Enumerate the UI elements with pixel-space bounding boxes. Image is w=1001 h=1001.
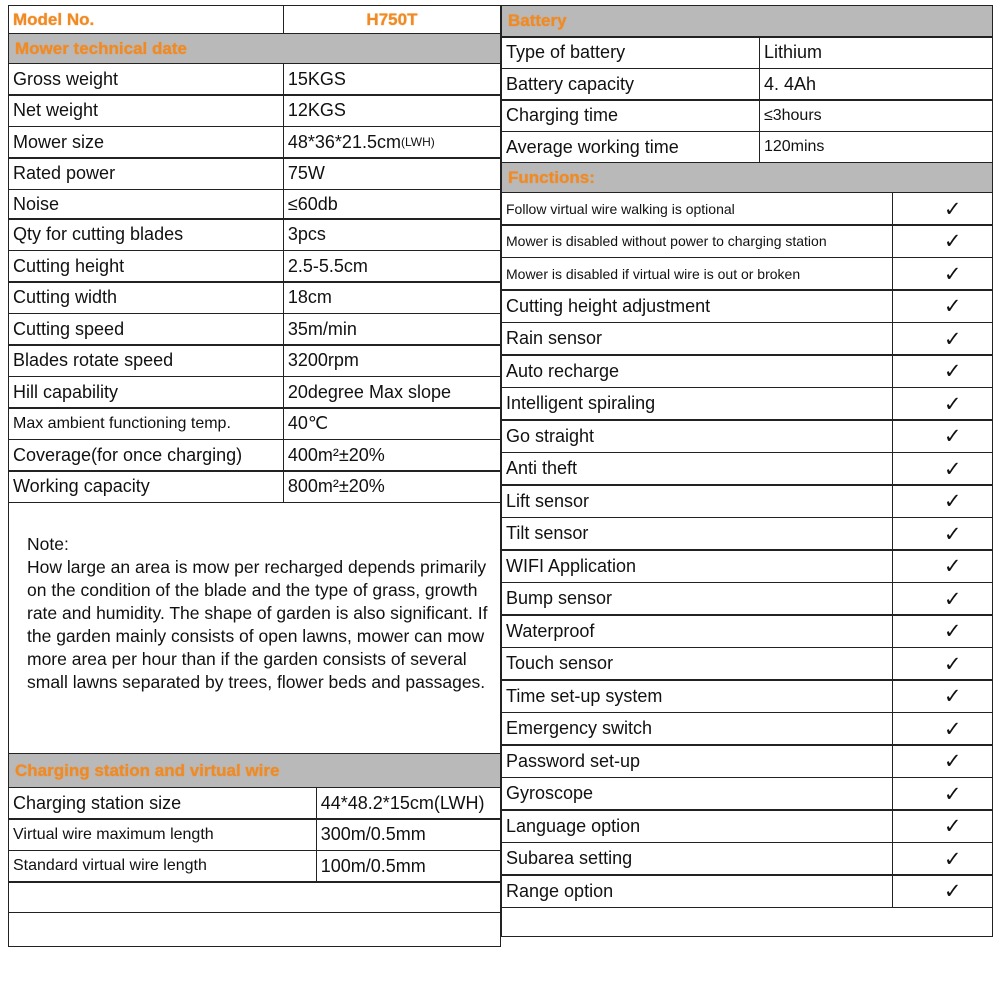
row-label: Charging station size [13, 792, 182, 813]
battery-spec-row [501, 131, 993, 164]
function-row [501, 387, 993, 421]
row-value: 12KGS [283, 95, 500, 126]
row-value: ✓ [892, 648, 992, 680]
row-label: Language option [506, 815, 641, 836]
row-label: Hill capability [13, 381, 119, 402]
mower-spec-row [8, 439, 501, 472]
model-label: Model No. [13, 9, 95, 29]
row-value: ✓ [892, 583, 992, 615]
charging-spec-table [8, 787, 501, 883]
row-label: Time set-up system [506, 685, 663, 706]
row-value: 15KGS [283, 64, 500, 95]
row-label: Noise [13, 193, 60, 214]
row-label: Battery capacity [506, 73, 635, 94]
function-row [501, 484, 993, 518]
row-value: ✓ [892, 843, 992, 875]
row-label: Range option [506, 880, 614, 901]
mower-spec-row [8, 470, 501, 503]
right-column [501, 6, 993, 937]
row-value: Lithium [759, 37, 992, 68]
function-row [501, 452, 993, 486]
mower-spec-row [8, 313, 501, 346]
function-row [501, 744, 993, 778]
row-label: Net weight [13, 100, 99, 120]
row-label: Intelligent spiraling [506, 393, 656, 413]
row-value: ✓ [892, 323, 992, 355]
row-label: Emergency switch [506, 718, 653, 738]
row-value: 800m²±20% [283, 471, 500, 502]
charging-spec-row [8, 850, 501, 883]
row-value: 75W [283, 158, 500, 189]
row-label: Gross weight [13, 68, 119, 89]
row-label: Bump sensor [506, 588, 613, 608]
row-label: Follow virtual wire walking is optional [506, 200, 735, 217]
row-label: Password set-up [506, 750, 641, 771]
row-value-text: 48*36*21.5cm [287, 131, 401, 152]
function-row [501, 224, 993, 258]
function-row [501, 777, 993, 811]
battery-spec-table [501, 36, 993, 164]
row-label: Anti theft [506, 458, 578, 478]
charging-section-header: Charging station and virtual wire [8, 753, 501, 788]
row-label: Average working time [506, 136, 679, 157]
row-value: ✓ [892, 778, 992, 810]
mower-spec-row [8, 63, 501, 96]
row-value: ✓ [892, 680, 992, 712]
row-value: ≤60db [283, 190, 500, 219]
empty-row [8, 912, 501, 947]
mower-spec-row [8, 344, 501, 377]
row-label: Type of battery [506, 42, 626, 62]
row-value: 40℃ [283, 408, 500, 439]
row-value: 20degree Max slope [283, 377, 500, 408]
row-label: Cutting height [13, 255, 125, 276]
mower-spec-row [8, 407, 501, 440]
row-value: 3200rpm [283, 345, 500, 376]
battery-spec-row [501, 68, 993, 101]
empty-row [501, 907, 993, 937]
row-label: Max ambient functioning temp. [13, 414, 231, 432]
row-value: ✓ [892, 875, 992, 907]
row-label: Waterproof [506, 620, 595, 641]
row-label: Mower size [13, 131, 105, 152]
row-label: Qty for cutting blades [13, 224, 184, 244]
mower-spec-row [8, 126, 501, 159]
function-row [501, 679, 993, 713]
function-row [501, 192, 993, 226]
left-column [8, 6, 501, 947]
row-value: 18cm [283, 282, 500, 313]
empty-row [8, 881, 501, 913]
row-value [283, 127, 500, 158]
mower-section-header: Mower technical date [8, 33, 501, 64]
note-text: How large an area is mow per recharged depends primarily on the condition of the blade and the type of grass, growth rate and humidity. The shape of garden is also significant. If the garden mainly consists of open lawns, mower can mow more area per hour than if the garden consists of several small lawns separated by trees, flower beds and passages. [27, 556, 488, 692]
row-value: ✓ [892, 453, 992, 485]
row-value: ✓ [892, 388, 992, 420]
row-label: Cutting width [13, 287, 118, 307]
row-value: ✓ [892, 713, 992, 745]
mower-spec-row [8, 189, 501, 220]
charging-spec-row [8, 818, 501, 851]
row-value: ✓ [892, 810, 992, 842]
functions-table [501, 192, 993, 909]
function-row [501, 809, 993, 843]
row-label: Tilt sensor [506, 523, 589, 543]
row-value: 4. 4Ah [759, 69, 992, 100]
note-title: Note: [27, 533, 69, 554]
row-label: Coverage(for once charging) [13, 444, 243, 465]
row-value: 400m²±20% [283, 440, 500, 471]
row-value: ≤3hours [759, 100, 992, 131]
row-label: Blades rotate speed [13, 350, 174, 370]
model-value: H750T [283, 6, 500, 34]
row-label: WIFI Application [506, 555, 637, 576]
row-label: Rain sensor [506, 328, 603, 348]
row-value: ✓ [892, 193, 992, 225]
row-value: ✓ [892, 745, 992, 777]
row-label: Charging time [506, 105, 619, 125]
function-row [501, 517, 993, 551]
function-row [501, 257, 993, 291]
functions-section-header: Functions: [501, 162, 993, 193]
function-row [501, 712, 993, 746]
mower-spec-row [8, 250, 501, 283]
battery-section-header: Battery [501, 5, 993, 38]
row-label: Lift sensor [506, 490, 590, 511]
row-value: 2.5-5.5cm [283, 251, 500, 282]
row-value: ✓ [892, 258, 992, 290]
row-value: ✓ [892, 355, 992, 387]
row-label: Standard virtual wire length [13, 857, 207, 874]
row-value-suffix: (LWH) [400, 135, 435, 149]
row-value: 44*48.2*15cm(LWH) [316, 788, 500, 819]
row-value: ✓ [892, 420, 992, 452]
function-row [501, 549, 993, 583]
note-box [8, 502, 501, 755]
function-row [501, 874, 993, 908]
function-row [501, 354, 993, 388]
function-row [501, 419, 993, 453]
row-value: ✓ [892, 290, 992, 322]
row-label: Virtual wire maximum length [13, 825, 214, 843]
function-row [501, 647, 993, 681]
row-value: 35m/min [283, 314, 500, 345]
model-row [8, 5, 501, 35]
mower-spec-row [8, 94, 501, 127]
battery-spec-row [501, 99, 993, 132]
row-label: Cutting height adjustment [506, 295, 711, 316]
function-row [501, 842, 993, 876]
row-label: Mower is disabled without power to charging station [506, 233, 827, 249]
mower-spec-row [8, 218, 501, 251]
row-label: Subarea setting [506, 848, 633, 868]
mower-spec-table [8, 63, 501, 504]
row-label: Working capacity [13, 476, 150, 496]
row-value: ✓ [892, 225, 992, 257]
charging-spec-row [8, 787, 501, 820]
row-value: ✓ [892, 518, 992, 550]
row-label: Auto recharge [506, 360, 620, 381]
row-label: Go straight [506, 425, 595, 446]
row-value: ✓ [892, 550, 992, 582]
row-label: Mower is disabled if virtual wire is out or broken [506, 265, 801, 282]
row-value: 120mins [759, 132, 992, 163]
function-row [501, 614, 993, 648]
row-value: 300m/0.5mm [316, 819, 500, 850]
mower-spec-row [8, 281, 501, 314]
row-label: Gyroscope [506, 783, 594, 803]
row-value: 3pcs [283, 219, 500, 250]
row-value: ✓ [892, 485, 992, 517]
mower-spec-row [8, 157, 501, 190]
mower-spec-row [8, 376, 501, 409]
row-value: 100m/0.5mm [316, 851, 500, 882]
function-row [501, 289, 993, 323]
row-label: Rated power [13, 163, 116, 183]
function-row [501, 582, 993, 616]
function-row [501, 322, 993, 356]
row-value: ✓ [892, 615, 992, 647]
battery-spec-row [501, 36, 993, 69]
row-label: Touch sensor [506, 653, 614, 673]
row-label: Cutting speed [13, 318, 125, 339]
